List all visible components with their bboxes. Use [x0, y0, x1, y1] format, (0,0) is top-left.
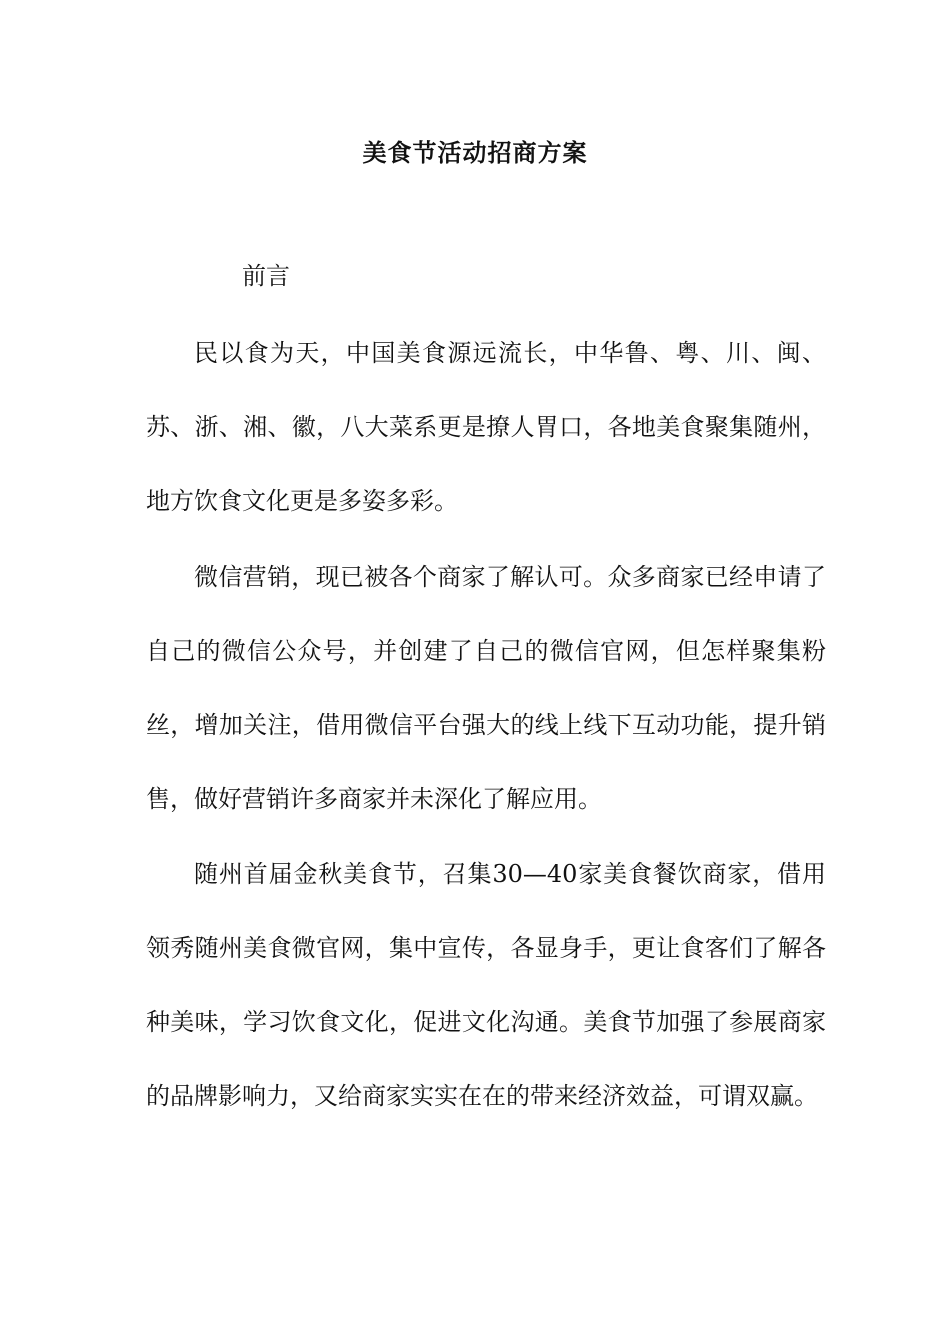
paragraph-intro: 民以食为天，中国美食源远流长，中华鲁、粤、川、闽、苏、浙、湘、徽，八大菜系更是撩人胃口，各地美食聚集随州，地方饮食文化更是多姿多彩。	[146, 339, 826, 515]
paragraph-wechat-marketing: 微信营销，现已被各个商家了解认可。众多商家已经申请了自己的微信公众号，并创建了自己的微信官网，但怎样聚集粉丝，增加关注，借用微信平台强大的线上线下互动功能，提升销售，做好营销许多商家并未深化了解应用。	[146, 563, 826, 813]
section-heading: 前言	[242, 262, 290, 290]
paragraph-food-festival: 随州首届金秋美食节，召集30—40家美食餐饮商家，借用领秀随州美食微官网，集中宣传，各显身手，更让食客们了解各种美味，学习饮食文化，促进文化沟通。美食节加强了参展商家的品牌影响力，又给商家实实在在的带来经济效益，可谓双赢。	[146, 860, 826, 1110]
document-title: 美食节活动招商方案	[362, 138, 588, 167]
